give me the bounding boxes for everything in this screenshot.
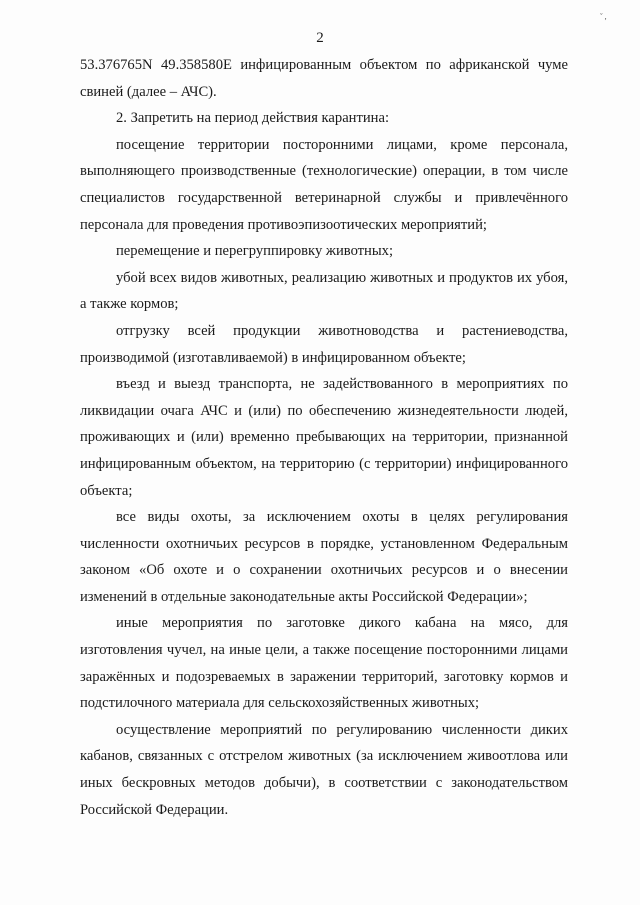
paragraph-ban-transport: въезд и выезд транспорта, не задействованного в мероприятиях по ликвидации очага АЧС и (или) по обеспечению жизнедеятельности людей, проживающих и (или) временно пребывающих на территории, признанной инфицированным объектом, на территорию (с территории) инфицированного объекта;	[80, 376, 568, 499]
paragraph-ban-shipment: отгрузку всей продукции животноводства и растениеводства, производимой (изготавливаемой) в инфицированном объекте;	[80, 322, 568, 366]
paragraph-section-2-heading: 2. Запретить на период действия карантина:	[116, 110, 390, 127]
paragraph-coordinates-continuation: 53.376765N 49.358580E инфицированным объектом по африканской чуме свиней (далее – АЧС).	[80, 57, 568, 100]
paragraph-ban-population-regulation: осуществление мероприятий по регулированию численности диких кабанов, связанных с отстрелом животных (за исключением живоотлова или иных бескровных методов добычи), в соответствии с законодательством Российской Федерации.	[80, 721, 568, 818]
page-number: 2	[316, 30, 324, 46]
paragraph-ban-wild-boar-harvest: иные мероприятия по заготовке дикого кабана на мясо, для изготовления чучел, на иные цели, а также посещение посторонними лицами заражённых и подозреваемых в заражении территорий, заготовку кормов и подстилочного материала для сельскохозяйственных животных;	[80, 615, 568, 712]
paragraph-ban-moving-animals: перемещение и перегруппировку животных;	[116, 243, 394, 260]
scan-artifact-mark: ˇ ,	[600, 12, 607, 21]
paragraph-ban-visiting-territory: посещение территории посторонними лицами, кроме персонала, выполняющего производственные (технологические) операции, в том числе специалистов государственной ветеринарной службы и привлечённого персонала для проведения противоэпизоотических мероприятий;	[80, 136, 568, 233]
document-body	[80, 52, 568, 823]
paragraph-ban-hunting: все виды охоты, за исключением охоты в целях регулирования численности охотничьих ресурсов в порядке, установленном Федеральным законом «Об охоте и о сохранении охотничьих ресурсов и о внесении изменений в отдельные законодательные акты Российской Федерации»;	[80, 509, 568, 605]
paragraph-ban-slaughter: убой всех видов животных, реализацию животных и продуктов их убоя, а также кормов;	[80, 269, 568, 313]
